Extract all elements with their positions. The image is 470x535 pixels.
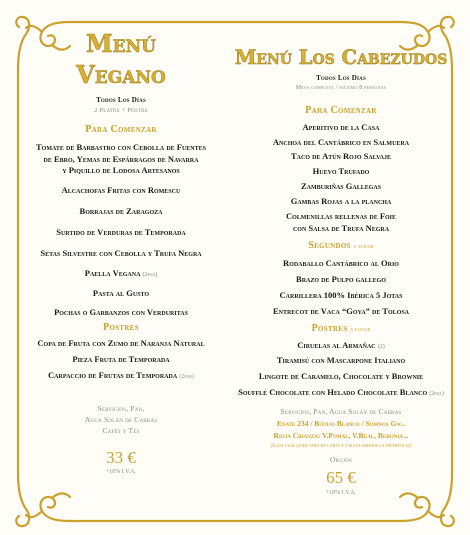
vegan-menu-tax: +10% I.V.A. xyxy=(105,469,137,475)
menu-item: Alcachofas Fritas con Romescu xyxy=(61,185,181,195)
menu-item-note: (2pax) xyxy=(142,272,158,278)
menu-item xyxy=(232,387,450,401)
vegan-menu-availability: Todos Los Días xyxy=(96,96,146,104)
menu-item xyxy=(18,268,224,282)
menu-item-note: (2) xyxy=(377,344,385,350)
menu-item: Borrajas de Zaragoza xyxy=(79,206,163,216)
menu-item: Surtido de Verduras de Temporada xyxy=(56,227,186,237)
cabezudos-menu-tax: +10% I.V.A. xyxy=(325,490,357,496)
mains-heading-label: Segundos xyxy=(308,240,351,251)
vegan-menu-price: 33 € xyxy=(106,448,136,467)
menu-item: Entrecot de Vaca “Goya” de Tolosa xyxy=(272,306,410,316)
cabezudos-spirits: Orujos xyxy=(330,455,352,464)
cabezudos-starters-heading: Para Comenzar xyxy=(305,105,377,116)
cabezudos-menu-title: Menú Los Cabezudos xyxy=(234,46,448,69)
cabezudos-white-wines: Enate 234 / Botijo Blanco / Somnos Gw.. xyxy=(276,419,406,428)
desserts-heading-label: Postres xyxy=(311,323,348,334)
vegan-menu xyxy=(18,0,224,535)
menu-item: Carrillera 100% Ibérica 5 Jotas xyxy=(279,290,403,300)
menu-item: Taco de Atún Rojo Salvaje xyxy=(290,151,392,161)
cabezudos-mains-heading xyxy=(232,240,450,253)
menu-item: Pieza Fruta de Temporada xyxy=(72,354,170,364)
menu-item: Anchoa del Cantábrico en Salmuera xyxy=(272,137,410,147)
vegan-menu-title-line2: Vegano xyxy=(76,60,166,89)
menu-item: Lingote de Caramelo, Chocolate y Brownie xyxy=(258,371,424,381)
cabezudos-menu-conditions: Mesa completa / máximo 8 personas xyxy=(295,85,387,91)
menu-item: Colmenillas rellenas de Foie con Salsa de Trufa Negra xyxy=(285,211,397,233)
menu-item-note: (2pax) xyxy=(179,374,194,380)
menu-item xyxy=(232,340,450,354)
menu-item-note: (2pax) xyxy=(429,391,444,397)
cabezudos-menu xyxy=(232,0,450,535)
menu-item-name: Carpaccio de Frutas de Temporada xyxy=(48,370,178,380)
menu-item: Pochas o Garbanzos con Verduritas xyxy=(54,307,188,317)
menu-item-name: Paella Vegana xyxy=(84,268,141,278)
menu-item: Zamburiñas Gallegas xyxy=(300,181,382,191)
menu-item-name: Soufflé Chocolate con Helado Chocolate Blanco xyxy=(238,387,428,397)
menu-item: Tiramisú con Mascarpone Italiano xyxy=(276,355,406,365)
cabezudos-wine-note: (Elija cualquier vino de carta y calcularemos la diferencia) xyxy=(270,444,412,449)
menu-item: Pasta al Gusto xyxy=(92,288,150,298)
menu-item: Aperitivo de la Casa xyxy=(302,122,380,132)
menu-item: Gambas Rojas a la plancha xyxy=(290,196,392,206)
vegan-menu-format: 2 Platos + Postre xyxy=(94,107,148,114)
menu-item: Setas Silvestre con Cebolla y Trufa Negra xyxy=(40,248,202,258)
cabezudos-red-wines: Rioja Crianza: V.Pomal, V.Real, Beronia... xyxy=(273,431,409,440)
desserts-heading-note: a elegir xyxy=(350,327,371,333)
vegan-desserts-heading: Postres xyxy=(103,322,139,333)
cabezudos-menu-includes: Servicios, Pan, Agua Solán de Cabras xyxy=(280,407,402,416)
menu-item: Brazo de Pulpo gallego xyxy=(296,274,386,284)
mains-heading-note: a elegir xyxy=(353,244,374,250)
menu-item: Huevo Trufado xyxy=(312,166,370,176)
vegan-starters-heading: Para Comenzar xyxy=(85,124,157,135)
menu-item: Copa de Fruta con Zumo de Naranja Natural xyxy=(37,338,205,348)
menu-item: Rodaballo Cantábrico al Orio xyxy=(283,258,399,268)
cabezudos-desserts-heading xyxy=(232,323,450,336)
vegan-menu-title-line1: Menú xyxy=(86,29,156,58)
cabezudos-menu-availability: Todos Los Días xyxy=(316,74,366,82)
menu-item xyxy=(18,370,224,384)
cabezudos-menu-price: 65 € xyxy=(326,468,356,487)
menu-item-name: Ciruelas al Armañac xyxy=(297,340,376,350)
vegan-menu-includes: Servicios, Pan, Agua Solán de Cabras Cafés y Tés xyxy=(84,404,158,435)
menu-item: Tomate de Barbastro con Cebolla de Fuentes de Ebro, Yemas de Espárragos de Navarra y Piquillo de Lodosa Artesanos xyxy=(35,142,206,175)
